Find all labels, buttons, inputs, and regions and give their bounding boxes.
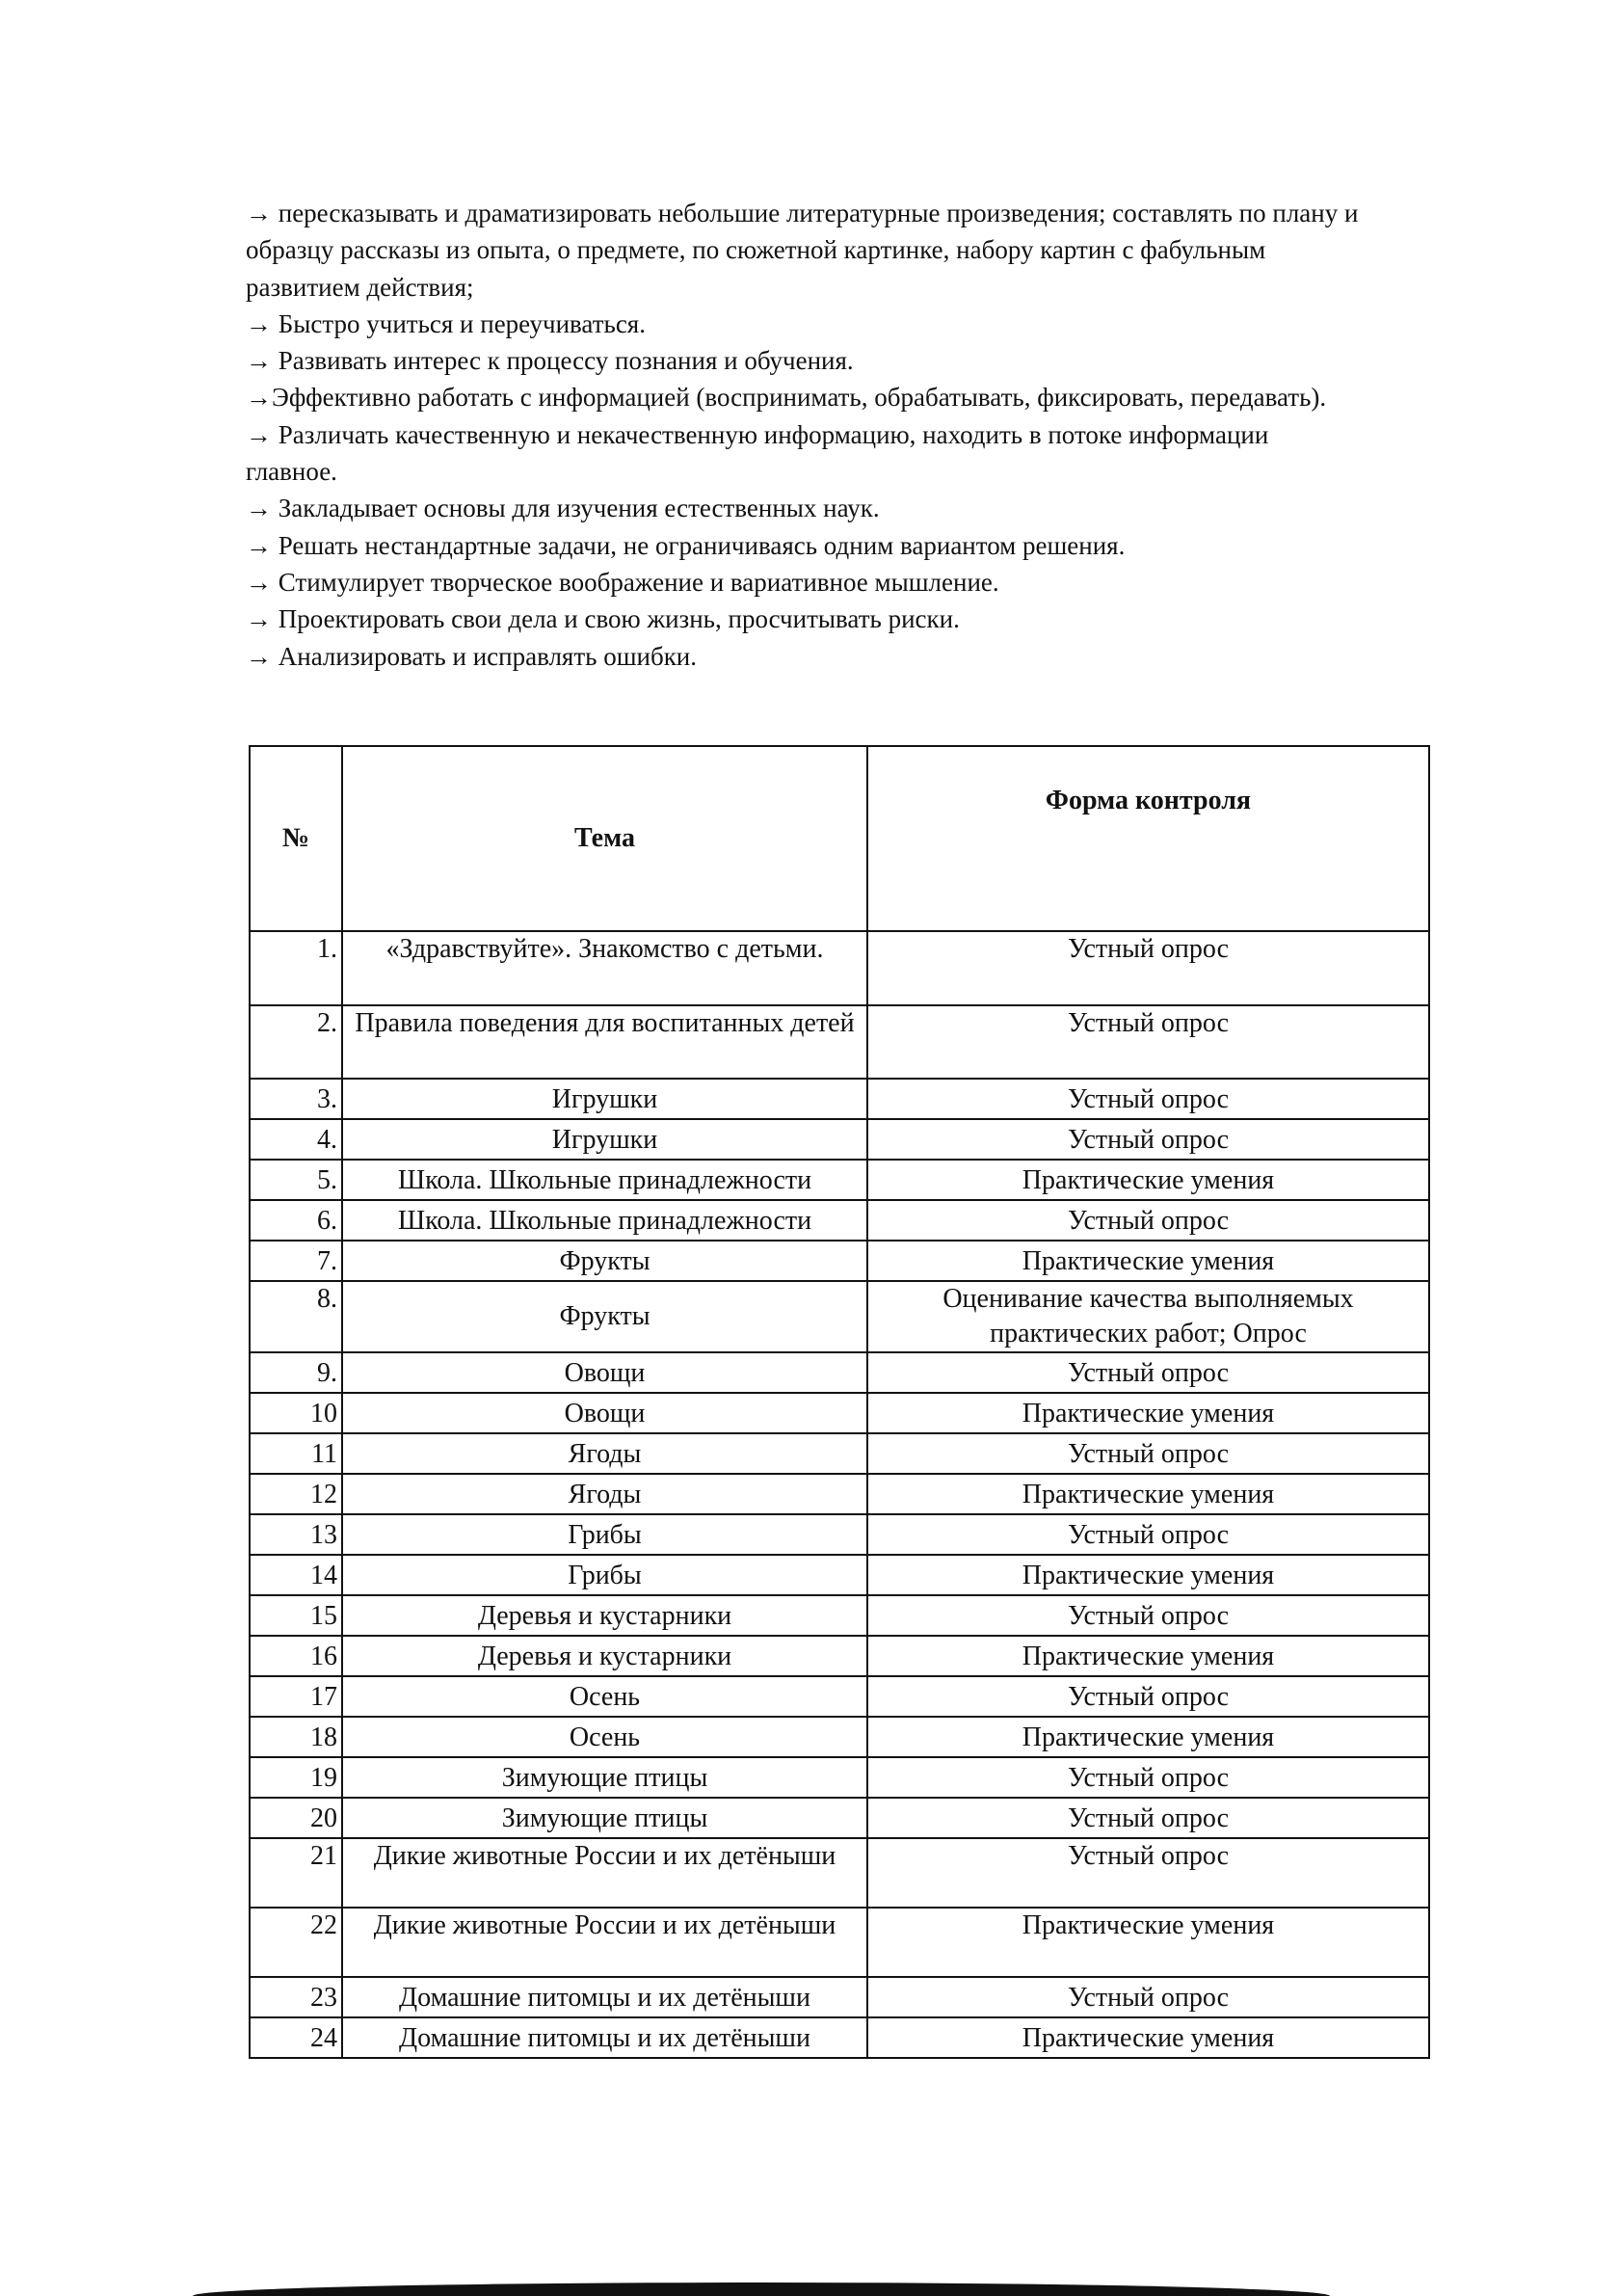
row-topic: Фрукты <box>342 1241 867 1281</box>
skills-list <box>246 195 1364 675</box>
row-topic: Ягоды <box>342 1433 867 1474</box>
row-control-form: Устный опрос <box>867 1352 1429 1393</box>
table-row <box>250 2017 1429 2058</box>
skill-item: → Анализировать и исправлять ошибки. <box>246 641 698 671</box>
row-number: 8. <box>250 1281 342 1352</box>
table-body <box>250 931 1429 2058</box>
table-row <box>250 931 1429 1005</box>
table-row <box>250 1005 1429 1079</box>
row-number: 3. <box>250 1079 342 1119</box>
row-number: 12 <box>250 1474 342 1514</box>
row-topic: Домашние питомцы и их детёныши <box>342 2017 867 2058</box>
skill-item: → Закладывает основы для изучения естественных наук. <box>246 494 880 523</box>
row-control-form: Практические умения <box>867 1241 1429 1281</box>
row-control-form: Устный опрос <box>867 1200 1429 1241</box>
row-number: 2. <box>250 1005 342 1079</box>
header-number: № <box>250 746 342 931</box>
row-control-form: Практические умения <box>867 2017 1429 2058</box>
row-number: 17 <box>250 1676 342 1717</box>
row-control-form: Устный опрос <box>867 1676 1429 1717</box>
row-number: 18 <box>250 1717 342 1757</box>
table-row <box>250 1160 1429 1200</box>
row-number: 15 <box>250 1595 342 1636</box>
row-control-form: Практические умения <box>867 1636 1429 1676</box>
row-number: 10 <box>250 1393 342 1433</box>
skill-item: →Эффективно работать с информацией (воспринимать, обрабатывать, фиксировать, передавать). <box>246 383 1327 413</box>
row-control-form: Практические умения <box>867 1393 1429 1433</box>
row-number: 4. <box>250 1119 342 1160</box>
row-number: 24 <box>250 2017 342 2058</box>
row-control-form: Устный опрос <box>867 1514 1429 1555</box>
row-topic: Домашние питомцы и их детёныши <box>342 1977 867 2017</box>
table-row <box>250 1079 1429 1119</box>
row-number: 9. <box>250 1352 342 1393</box>
row-control-form: Устный опрос <box>867 1838 1429 1908</box>
row-number: 1. <box>250 931 342 1005</box>
table-row <box>250 1977 1429 2017</box>
skill-item: → Быстро учиться и переучиваться. <box>246 308 646 338</box>
row-topic: Игрушки <box>342 1079 867 1119</box>
row-topic: Игрушки <box>342 1119 867 1160</box>
row-number: 23 <box>250 1977 342 2017</box>
row-number: 14 <box>250 1555 342 1595</box>
table-row <box>250 1281 1429 1352</box>
table-row <box>250 1595 1429 1636</box>
row-number: 13 <box>250 1514 342 1555</box>
row-control-form: Устный опрос <box>867 1119 1429 1160</box>
table-row <box>250 1241 1429 1281</box>
lesson-plan-table <box>249 745 1430 2059</box>
row-topic: Деревья и кустарники <box>342 1595 867 1636</box>
row-topic: «Здравствуйте». Знакомство с детьми. <box>342 931 867 1005</box>
table-row <box>250 1838 1429 1908</box>
row-topic: Овощи <box>342 1393 867 1433</box>
row-number: 6. <box>250 1200 342 1241</box>
row-topic: Школа. Школьные принадлежности <box>342 1200 867 1241</box>
row-topic: Дикие животные России и их детёныши <box>342 1908 867 1977</box>
row-topic: Овощи <box>342 1352 867 1393</box>
row-topic: Зимующие птицы <box>342 1757 867 1798</box>
row-topic: Деревья и кустарники <box>342 1636 867 1676</box>
row-control-form: Устный опрос <box>867 1595 1429 1636</box>
table-row <box>250 1200 1429 1241</box>
row-control-form: Устный опрос <box>867 1757 1429 1798</box>
row-topic: Правила поведения для воспитанных детей <box>342 1005 867 1079</box>
row-topic: Осень <box>342 1717 867 1757</box>
table-row <box>250 1636 1429 1676</box>
skill-item: → Решать нестандартные задачи, не ограничиваясь одним вариантом решения. <box>246 530 1126 560</box>
table-row <box>250 1433 1429 1474</box>
row-number: 16 <box>250 1636 342 1676</box>
skill-item: → Стимулирует творческое воображение и вариативное мышление. <box>246 567 999 597</box>
table-row <box>250 1798 1429 1838</box>
row-topic: Фрукты <box>342 1281 867 1352</box>
row-topic: Ягоды <box>342 1474 867 1514</box>
row-control-form: Устный опрос <box>867 1977 1429 2017</box>
skill-item: → Развивать интерес к процессу познания и обучения. <box>246 346 854 376</box>
row-topic: Школа. Школьные принадлежности <box>342 1160 867 1200</box>
header-control-form: Форма контроля <box>867 746 1429 931</box>
row-number: 7. <box>250 1241 342 1281</box>
table-row <box>250 1352 1429 1393</box>
row-number: 20 <box>250 1798 342 1838</box>
row-topic: Грибы <box>342 1555 867 1595</box>
row-control-form: Устный опрос <box>867 931 1429 1005</box>
skill-item: → пересказывать и драматизировать небольшие литературные произведения; составлять по плану и образцу рассказы из опыта, о предмете, по сюжетной картинке, набору картин с фабульным развитием действия; <box>246 199 1359 302</box>
header-topic: Тема <box>342 746 867 931</box>
row-control-form: Оценивание качества выполняемых практических работ; Опрос <box>867 1281 1429 1352</box>
row-number: 22 <box>250 1908 342 1977</box>
row-control-form: Практические умения <box>867 1555 1429 1595</box>
row-topic: Зимующие птицы <box>342 1798 867 1838</box>
table-row <box>250 1908 1429 1977</box>
row-number: 5. <box>250 1160 342 1200</box>
row-control-form: Практические умения <box>867 1908 1429 1977</box>
skill-item: → Различать качественную и некачественную информацию, находить в потоке информации главное. <box>246 419 1269 487</box>
row-number: 11 <box>250 1433 342 1474</box>
row-control-form: Устный опрос <box>867 1798 1429 1838</box>
table-row <box>250 1119 1429 1160</box>
table-row <box>250 1555 1429 1595</box>
table-header-row <box>250 746 1429 931</box>
row-control-form: Устный опрос <box>867 1079 1429 1119</box>
table-row <box>250 1717 1429 1757</box>
table-row <box>250 1393 1429 1433</box>
row-topic: Грибы <box>342 1514 867 1555</box>
row-control-form: Устный опрос <box>867 1433 1429 1474</box>
table-row <box>250 1474 1429 1514</box>
table-row <box>250 1676 1429 1717</box>
row-number: 19 <box>250 1757 342 1798</box>
row-topic: Дикие животные России и их детёныши <box>342 1838 867 1908</box>
table-row <box>250 1514 1429 1555</box>
row-control-form: Практические умения <box>867 1160 1429 1200</box>
row-control-form: Устный опрос <box>867 1005 1429 1079</box>
table-row <box>250 1757 1429 1798</box>
skill-item: → Проектировать свои дела и свою жизнь, просчитывать риски. <box>246 604 960 634</box>
row-number: 21 <box>250 1838 342 1908</box>
row-topic: Осень <box>342 1676 867 1717</box>
row-control-form: Практические умения <box>867 1474 1429 1514</box>
row-control-form: Практические умения <box>867 1717 1429 1757</box>
